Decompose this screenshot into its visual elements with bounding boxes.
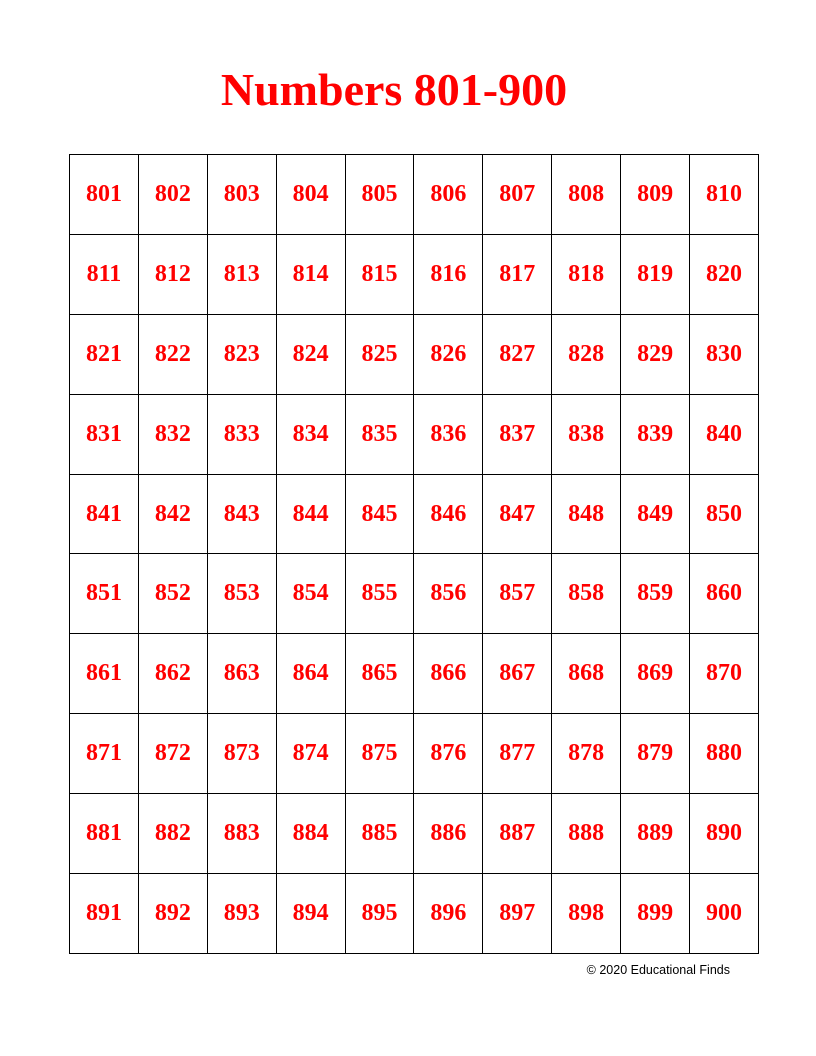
number-cell: 843: [207, 474, 276, 554]
number-cell: 856: [414, 554, 483, 634]
number-cell: 857: [483, 554, 552, 634]
number-cell: 855: [345, 554, 414, 634]
number-cell: 896: [414, 874, 483, 954]
number-cell: 884: [276, 794, 345, 874]
number-cell: 820: [690, 234, 759, 314]
number-cell: 891: [70, 874, 139, 954]
number-cell: 831: [70, 394, 139, 474]
number-cell: 836: [414, 394, 483, 474]
number-cell: 814: [276, 234, 345, 314]
number-cell: 839: [621, 394, 690, 474]
number-cell: 828: [552, 314, 621, 394]
number-cell: 892: [138, 874, 207, 954]
number-cell: 877: [483, 714, 552, 794]
number-cell: 875: [345, 714, 414, 794]
number-cell: 851: [70, 554, 139, 634]
number-cell: 862: [138, 634, 207, 714]
number-cell: 883: [207, 794, 276, 874]
number-cell: 858: [552, 554, 621, 634]
number-cell: 874: [276, 714, 345, 794]
number-cell: 806: [414, 155, 483, 235]
number-cell: 822: [138, 314, 207, 394]
number-cell: 835: [345, 394, 414, 474]
number-cell: 816: [414, 234, 483, 314]
number-cell: 898: [552, 874, 621, 954]
number-cell: 810: [690, 155, 759, 235]
number-cell: 861: [70, 634, 139, 714]
number-cell: 832: [138, 394, 207, 474]
grid-row: [70, 314, 759, 394]
number-cell: 841: [70, 474, 139, 554]
number-cell: 865: [345, 634, 414, 714]
number-cell: 870: [690, 634, 759, 714]
grid-row: [70, 634, 759, 714]
number-cell: 889: [621, 794, 690, 874]
page-title: Numbers 801-900: [220, 64, 568, 115]
number-cell: 871: [70, 714, 139, 794]
number-cell: 804: [276, 155, 345, 235]
number-cell: 881: [70, 794, 139, 874]
number-cell: 850: [690, 474, 759, 554]
grid-row: [70, 874, 759, 954]
number-cell: 893: [207, 874, 276, 954]
numbers-grid-body: [70, 155, 759, 954]
number-cell: 812: [138, 234, 207, 314]
copyright-notice: © 2020 Educational Finds: [586, 963, 730, 977]
number-cell: 803: [207, 155, 276, 235]
number-cell: 815: [345, 234, 414, 314]
number-cell: 867: [483, 634, 552, 714]
number-cell: 887: [483, 794, 552, 874]
number-cell: 834: [276, 394, 345, 474]
number-cell: 897: [483, 874, 552, 954]
number-cell: 849: [621, 474, 690, 554]
number-cell: 864: [276, 634, 345, 714]
number-cell: 821: [70, 314, 139, 394]
number-cell: 868: [552, 634, 621, 714]
number-cell: 900: [690, 874, 759, 954]
number-cell: 895: [345, 874, 414, 954]
number-cell: 880: [690, 714, 759, 794]
grid-row: [70, 794, 759, 874]
number-cell: 829: [621, 314, 690, 394]
grid-row: [70, 394, 759, 474]
number-cell: 886: [414, 794, 483, 874]
grid-row: [70, 554, 759, 634]
number-cell: 844: [276, 474, 345, 554]
number-cell: 833: [207, 394, 276, 474]
number-cell: 873: [207, 714, 276, 794]
number-cell: 819: [621, 234, 690, 314]
number-cell: 827: [483, 314, 552, 394]
grid-row: [70, 474, 759, 554]
number-cell: 808: [552, 155, 621, 235]
grid-row: [70, 234, 759, 314]
number-cell: 830: [690, 314, 759, 394]
number-cell: 842: [138, 474, 207, 554]
number-cell: 802: [138, 155, 207, 235]
number-cell: 863: [207, 634, 276, 714]
grid-row: [70, 714, 759, 794]
number-cell: 818: [552, 234, 621, 314]
number-cell: 882: [138, 794, 207, 874]
number-cell: 823: [207, 314, 276, 394]
number-cell: 885: [345, 794, 414, 874]
grid-row: [70, 155, 759, 235]
number-cell: 824: [276, 314, 345, 394]
number-cell: 872: [138, 714, 207, 794]
number-cell: 817: [483, 234, 552, 314]
number-cell: 869: [621, 634, 690, 714]
number-cell: 846: [414, 474, 483, 554]
number-cell: 876: [414, 714, 483, 794]
number-cell: 878: [552, 714, 621, 794]
number-cell: 805: [345, 155, 414, 235]
number-cell: 860: [690, 554, 759, 634]
numbers-grid: [69, 154, 759, 954]
number-cell: 807: [483, 155, 552, 235]
number-cell: 852: [138, 554, 207, 634]
number-cell: 813: [207, 234, 276, 314]
number-cell: 890: [690, 794, 759, 874]
number-cell: 848: [552, 474, 621, 554]
number-cell: 888: [552, 794, 621, 874]
number-cell: 847: [483, 474, 552, 554]
number-cell: 853: [207, 554, 276, 634]
number-cell: 826: [414, 314, 483, 394]
number-cell: 837: [483, 394, 552, 474]
number-cell: 838: [552, 394, 621, 474]
number-cell: 840: [690, 394, 759, 474]
number-cell: 825: [345, 314, 414, 394]
number-cell: 899: [621, 874, 690, 954]
number-cell: 866: [414, 634, 483, 714]
number-cell: 894: [276, 874, 345, 954]
number-cell: 845: [345, 474, 414, 554]
number-cell: 879: [621, 714, 690, 794]
number-cell: 811: [70, 234, 139, 314]
number-cell: 809: [621, 155, 690, 235]
number-cell: 854: [276, 554, 345, 634]
number-cell: 859: [621, 554, 690, 634]
number-cell: 801: [70, 155, 139, 235]
